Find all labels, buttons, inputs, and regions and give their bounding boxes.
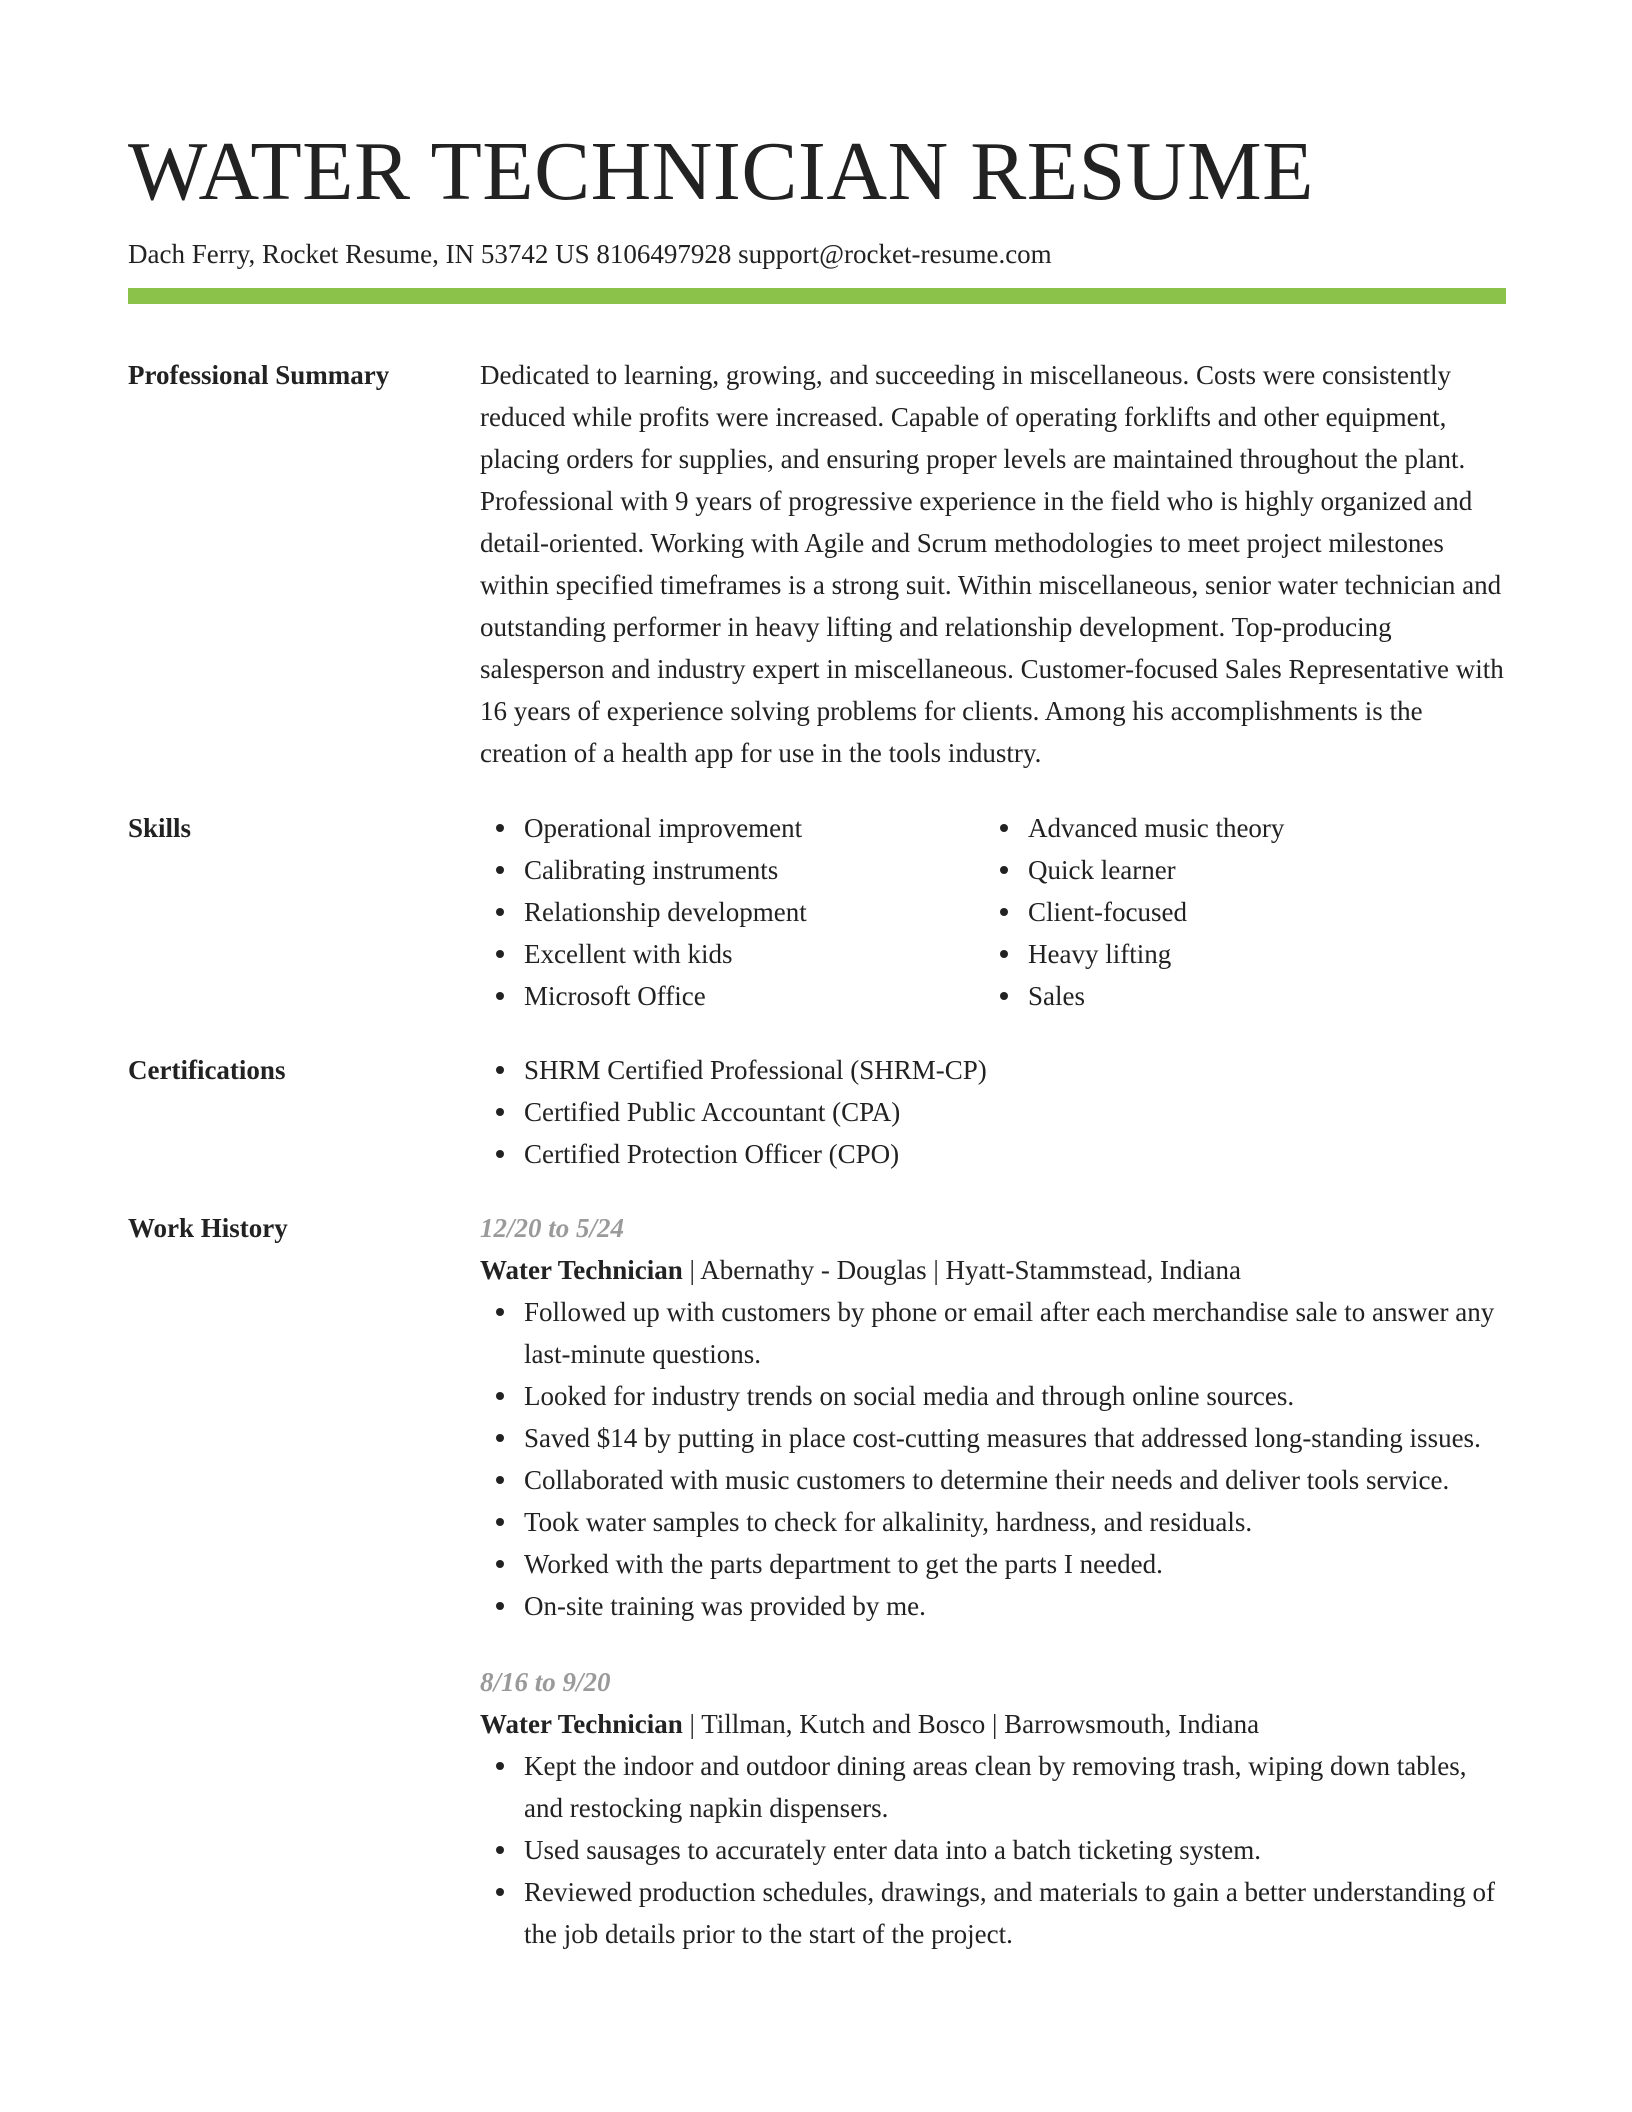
skills-grid <box>480 807 1506 1017</box>
job-duty-item: Collaborated with music customers to determine their needs and deliver tools service. <box>524 1459 1506 1501</box>
accent-divider <box>128 288 1506 304</box>
summary-body <box>480 354 1506 774</box>
skills-column-right <box>984 807 1488 1017</box>
skill-item: Quick learner <box>1028 849 1488 891</box>
skill-item: Calibrating instruments <box>524 849 984 891</box>
skill-item: Advanced music theory <box>1028 807 1488 849</box>
skills-body <box>480 807 1506 1017</box>
job-duties-list <box>480 1745 1506 1955</box>
job-employer-location: | Tillman, Kutch and Bosco | Barrowsmouth, Indiana <box>682 1709 1260 1739</box>
job-title-line <box>480 1703 1506 1745</box>
job-duty-item: Kept the indoor and outdoor dining areas clean by removing trash, wiping down tables, and restocking napkin dispensers. <box>524 1745 1506 1829</box>
job-dates: 12/20 to 5/24 <box>480 1213 625 1243</box>
skill-item: Microsoft Office <box>524 975 984 1017</box>
certifications-body <box>480 1049 1506 1175</box>
skill-item: Client-focused <box>1028 891 1488 933</box>
job-duty-item: Followed up with customers by phone or email after each merchandise sale to answer any last-minute questions. <box>524 1291 1506 1375</box>
work-history-heading: Work History <box>128 1213 288 1243</box>
certifications-list <box>480 1049 1506 1175</box>
job-duty-item: Used sausages to accurately enter data into a batch ticketing system. <box>524 1829 1506 1871</box>
skills-list-left <box>480 807 984 1017</box>
job-entry <box>480 1661 1506 1955</box>
certification-item: Certified Public Accountant (CPA) <box>524 1091 1506 1133</box>
job-duty-item: Looked for industry trends on social media and through online sources. <box>524 1375 1506 1417</box>
certifications-section <box>128 1049 1506 1175</box>
summary-text: Dedicated to learning, growing, and succeeding in miscellaneous. Costs were consistently reduced while profits were increased. Capable of operating forklifts and other equipment, placing orders for supplies, and ensuring proper levels are maintained throughout the plant. Professional with 9 years of progressive experience in the field who is highly organized and detail-oriented. Working with Agile and Scrum methodologies to meet project milestones within specified timeframes is a strong suit. Within miscellaneous, senior water technician and outstanding performer in heavy lifting and relationship development. Top-producing salesperson and industry expert in miscellaneous. Customer-focused Sales Representative with 16 years of experience solving problems for clients. Among his accomplishments is the creation of a health app for use in the tools industry. <box>480 360 1504 768</box>
job-title: Water Technician <box>480 1709 683 1739</box>
certification-item: SHRM Certified Professional (SHRM-CP) <box>524 1049 1506 1091</box>
resume-title: WATER TECHNICIAN RESUME <box>128 125 1314 218</box>
job-dates: 8/16 to 9/20 <box>480 1667 611 1697</box>
job-title: Water Technician <box>480 1255 683 1285</box>
resume-page <box>128 118 1506 1955</box>
job-duties-list <box>480 1291 1506 1627</box>
skills-list-right <box>984 807 1488 1017</box>
skill-item: Excellent with kids <box>524 933 984 975</box>
job-duty-item: Saved $14 by putting in place cost-cutting measures that addressed long-standing issues. <box>524 1417 1506 1459</box>
skill-item: Relationship development <box>524 891 984 933</box>
job-duty-item: On-site training was provided by me. <box>524 1585 1506 1627</box>
skills-heading: Skills <box>128 813 192 843</box>
contact-line: Dach Ferry, Rocket Resume, IN 53742 US 8106497928 support@rocket-resume.com <box>128 239 1052 269</box>
certification-item: Certified Protection Officer (CPO) <box>524 1133 1506 1175</box>
work-history-body <box>480 1207 1506 1955</box>
certifications-heading: Certifications <box>128 1055 286 1085</box>
job-duty-item: Worked with the parts department to get the parts I needed. <box>524 1543 1506 1585</box>
job-employer-location: | Abernathy - Douglas | Hyatt-Stammstead, Indiana <box>682 1255 1241 1285</box>
skills-column-left <box>480 807 984 1017</box>
work-history-section <box>128 1207 1506 1955</box>
skill-item: Operational improvement <box>524 807 984 849</box>
job-title-line <box>480 1249 1506 1291</box>
job-entry <box>480 1207 1506 1627</box>
summary-section <box>128 354 1506 774</box>
skills-section <box>128 807 1506 1017</box>
job-duty-item: Took water samples to check for alkalinity, hardness, and residuals. <box>524 1501 1506 1543</box>
job-duty-item: Reviewed production schedules, drawings, and materials to gain a better understanding of the job details prior to the start of the project. <box>524 1871 1506 1955</box>
summary-heading: Professional Summary <box>128 360 390 390</box>
skill-item: Heavy lifting <box>1028 933 1488 975</box>
skill-item: Sales <box>1028 975 1488 1017</box>
